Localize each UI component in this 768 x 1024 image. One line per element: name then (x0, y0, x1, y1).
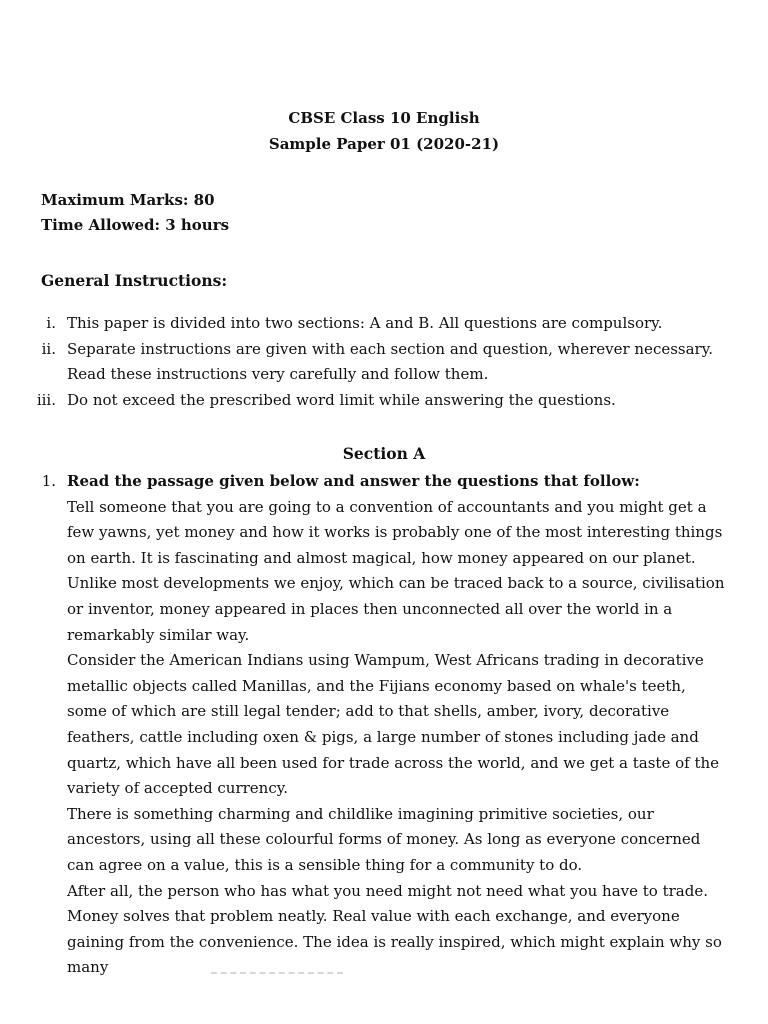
general-instructions-heading: General Instructions: (41, 271, 228, 290)
maximum-marks: Maximum Marks: 80 (41, 191, 215, 209)
question-prompt-text: Read the passage given below and answer the questions that follow: (67, 472, 640, 490)
instruction-item (0, 388, 768, 414)
instruction-number: ii. (41, 339, 56, 358)
instructions-list (0, 311, 768, 413)
instruction-number: iii. (36, 390, 56, 409)
question-1 (0, 469, 768, 981)
instruction-number: i. (46, 314, 56, 332)
instruction-item (0, 311, 768, 337)
passage-paragraph: Consider the American Indians using Wampum, West Africans trading in decorative metallic objects called Manillas, and the Fijians economy based on whale's teeth, some of which are still legal tender; add to that shells, amber, ivory, decorative feathers, cattle including oxen & pigs, a large number of stones including jade and quartz, which have all been used for trade across the world, and we get a taste of the variety of accepted currency. (67, 651, 720, 798)
footer-mark (211, 972, 343, 977)
section-a-title: Section A (342, 444, 426, 463)
instruction-text: Do not exceed the prescribed word limit while answering the questions. (67, 390, 616, 409)
reading-passage (0, 495, 768, 981)
instruction-item (0, 337, 768, 388)
question-prompt (0, 469, 768, 495)
time-allowed: Time Allowed: 3 hours (41, 216, 230, 234)
passage-paragraph: There is something charming and childlike imagining primitive societies, our ancestors, using all these colourful forms of money. As long as everyone concerned can agree on a value, this is a sensible thing for a community to do. (67, 804, 701, 874)
instruction-text: Separate instructions are given with each section and question, wherever necessary. Read these instructions very carefully and follow them. (67, 339, 713, 383)
passage-paragraph: Tell someone that you are going to a convention of accountants and you might get a few yawns, yet money and how it works is probably one of the most interesting things on earth. It is fascinating and almost magical, how money appeared on our planet. Unlike most developments we enjoy, which can be traced back to a source, civilisation or inventor, money appeared in places then unconnected all over the world in a remarkably similar way. (67, 497, 725, 644)
question-number: 1. (41, 472, 56, 490)
instruction-text: This paper is divided into two sections: A and B. All questions are compulsory. (67, 314, 663, 332)
document-title: CBSE Class 10 English (288, 109, 480, 127)
document-subtitle: Sample Paper 01 (2020-21) (268, 135, 500, 153)
passage-paragraph: After all, the person who has what you need might not need what you have to trade. Money solves that problem neatly. Real value with each exchange, and everyone gaining from the convenience. The idea is really inspired, which might explain why so many (67, 881, 722, 977)
